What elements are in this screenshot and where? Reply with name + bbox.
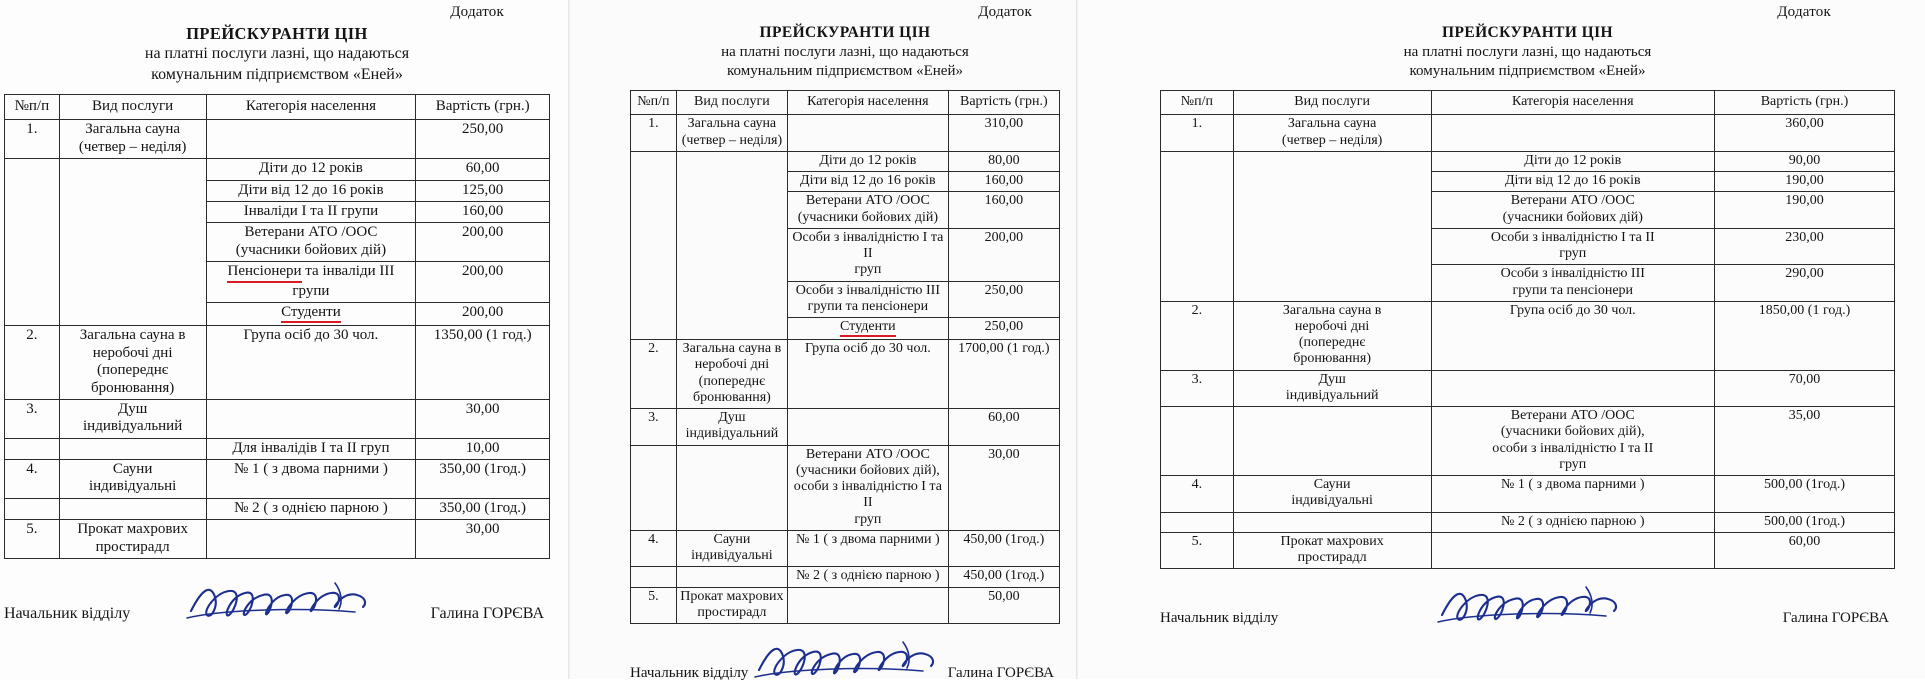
service-cell (59, 180, 206, 201)
table-row (631, 281, 1060, 317)
table-row (1161, 172, 1895, 192)
row-number-cell: 2. (5, 326, 60, 400)
category-cell: Ветерани АТО /ООС (учасники бойових дій), особи з інвалідністю I та II груп (788, 445, 949, 530)
page-title: ПРЕЙСКУРАНТИ ЦІН (759, 24, 931, 41)
service-cell (676, 228, 787, 281)
table-row (5, 399, 550, 438)
service-cell (1233, 172, 1431, 192)
column-header-number: №п/п (631, 91, 677, 115)
row-number-cell (1161, 407, 1234, 476)
row-number-cell (5, 223, 60, 262)
category-cell (1431, 115, 1715, 151)
price-cell: 190,00 (1715, 192, 1895, 228)
category-cell: Діти від 12 до 16 років (788, 172, 949, 192)
price-cell: 10,00 (416, 438, 550, 459)
category-cell (788, 409, 949, 445)
table-row (1161, 512, 1895, 532)
service-cell (676, 445, 787, 530)
row-number-cell (631, 567, 677, 587)
document-title-block (630, 23, 1060, 81)
service-cell (1233, 407, 1431, 476)
price-cell: 125,00 (416, 180, 550, 201)
price-cell: 190,00 (1715, 172, 1895, 192)
service-cell (676, 567, 787, 587)
table-row (631, 172, 1060, 192)
service-cell: Загальна сауна (четвер – неділя) (59, 120, 206, 159)
category-cell: Особи з інвалідністю III групи та пенсіонери (1431, 265, 1715, 301)
row-number-cell (5, 180, 60, 201)
document-title-block (4, 23, 550, 85)
table-row (631, 409, 1060, 445)
price-cell: 60,00 (416, 159, 550, 180)
table-body (5, 120, 550, 559)
row-number-cell (5, 202, 60, 223)
signature-icon (185, 577, 371, 629)
service-cell (59, 302, 206, 325)
price-cell: 30,00 (416, 520, 550, 559)
service-cell (1233, 151, 1431, 171)
service-cell (676, 318, 787, 340)
category-cell: Ветерани АТО /ООС (учасники бойових дій) (1431, 192, 1715, 228)
price-cell: 360,00 (1715, 115, 1895, 151)
table-row (5, 326, 550, 400)
category-cell: Ветерани АТО /ООС (учасники бойових дій) (206, 223, 416, 262)
price-table (4, 94, 550, 559)
row-number-cell: 5. (631, 587, 677, 623)
price-cell: 350,00 (1год.) (416, 460, 550, 499)
row-number-cell (1161, 151, 1234, 171)
row-number-cell (1161, 265, 1234, 301)
row-number-cell (631, 281, 677, 317)
category-cell (1431, 370, 1715, 406)
red-underline-highlight: Пенсіонери (227, 263, 301, 282)
row-number-cell: 2. (1161, 301, 1234, 370)
service-cell (59, 202, 206, 223)
table-row (631, 228, 1060, 281)
price-cell: 200,00 (416, 302, 550, 325)
category-cell: № 2 ( з однією парною ) (1431, 512, 1715, 532)
service-cell: Прокат махрових простирадл (59, 520, 206, 559)
row-number-cell (5, 302, 60, 325)
price-cell: 35,00 (1715, 407, 1895, 476)
column-header-service: Вид послуги (676, 91, 787, 115)
service-cell (1233, 228, 1431, 264)
price-list-page-3 (1076, 0, 1925, 679)
signature-icon (1436, 581, 1622, 633)
row-number-cell (5, 498, 60, 519)
row-number-cell: 3. (1161, 370, 1234, 406)
category-cell: Група осіб до 30 чол. (206, 326, 416, 400)
column-header-service: Вид послуги (59, 95, 206, 120)
table-row (5, 520, 550, 559)
table-row (631, 318, 1060, 340)
service-cell (1233, 192, 1431, 228)
table-row (631, 192, 1060, 228)
row-number-cell (5, 438, 60, 459)
price-table (1160, 90, 1895, 569)
table-row (1161, 476, 1895, 512)
price-cell: 80,00 (948, 151, 1059, 171)
table-body (1161, 115, 1895, 569)
category-cell (206, 399, 416, 438)
row-number-cell: 1. (631, 115, 677, 151)
table-row (5, 498, 550, 519)
category-cell: Особи з інвалідністю I та II груп (1431, 228, 1715, 264)
service-cell (59, 262, 206, 303)
column-header-category: Категорія населення (788, 91, 949, 115)
category-cell: № 2 ( з однією парною ) (788, 567, 949, 587)
service-cell: Прокат махрових простирадл (1233, 532, 1431, 568)
category-cell: Діти від 12 до 16 років (206, 180, 416, 201)
service-cell: Загальна сауна (четвер – неділя) (1233, 115, 1431, 151)
row-number-cell (631, 318, 677, 340)
category-cell: Діти від 12 до 16 років (1431, 172, 1715, 192)
price-list-page-2 (568, 0, 1076, 679)
signature-footer (4, 583, 550, 623)
signature-footer (630, 642, 1060, 682)
table-row (5, 202, 550, 223)
row-number-cell: 2. (631, 340, 677, 409)
table-row (631, 445, 1060, 530)
category-cell (788, 587, 949, 623)
row-number-cell (631, 228, 677, 281)
price-cell: 160,00 (416, 202, 550, 223)
row-number-cell (5, 159, 60, 180)
price-cell: 200,00 (416, 223, 550, 262)
row-number-cell: 4. (1161, 476, 1234, 512)
table-row (631, 340, 1060, 409)
price-cell: 60,00 (1715, 532, 1895, 568)
page-subtitle-line-2: комунальним підприємством «Еней» (726, 63, 963, 80)
page-subtitle-line-1: на платні послуги лазні, що надаються (144, 45, 410, 63)
row-number-cell (1161, 192, 1234, 228)
signature-footer (1160, 587, 1895, 627)
table-row (631, 530, 1060, 566)
service-cell: Загальна сауна в неробочі дні (попереднє бронювання) (676, 340, 787, 409)
service-cell (59, 438, 206, 459)
table-row (1161, 265, 1895, 301)
signature (1436, 587, 1626, 627)
price-cell: 290,00 (1715, 265, 1895, 301)
service-cell: Сауни індивідуальні (676, 530, 787, 566)
table-row (1161, 532, 1895, 568)
column-header-category: Категорія населення (1431, 91, 1715, 115)
price-cell: 1350,00 (1 год.) (416, 326, 550, 400)
signatory-name: Галина ГОРЄВА (1782, 610, 1889, 627)
price-cell: 60,00 (948, 409, 1059, 445)
table-row (1161, 151, 1895, 171)
signatory-position: Начальник відділу (1160, 610, 1279, 627)
price-cell: 450,00 (1год.) (948, 567, 1059, 587)
price-cell: 250,00 (416, 120, 550, 159)
table-row (1161, 370, 1895, 406)
price-list-page-1 (0, 0, 568, 679)
column-header-number: №п/п (1161, 91, 1234, 115)
row-number-cell (1161, 512, 1234, 532)
red-underline-highlight: Студенти (840, 319, 896, 337)
service-cell: Душ індивідуальний (676, 409, 787, 445)
service-cell: Сауни індивідуальні (1233, 476, 1431, 512)
price-cell: 50,00 (948, 587, 1059, 623)
price-cell: 30,00 (948, 445, 1059, 530)
row-number-cell (5, 262, 60, 303)
category-cell (788, 318, 949, 340)
table-row (1161, 301, 1895, 370)
service-cell: Сауни індивідуальні (59, 460, 206, 499)
red-underline-highlight: Студенти (281, 304, 341, 323)
category-cell: Особи з інвалідністю III групи та пенсіонери (788, 281, 949, 317)
table-row (5, 460, 550, 499)
column-header-price: Вартість (грн.) (1715, 91, 1895, 115)
price-cell: 350,00 (1год.) (416, 498, 550, 519)
price-cell: 230,00 (1715, 228, 1895, 264)
row-number-cell (631, 192, 677, 228)
table-row (5, 180, 550, 201)
table-body (631, 115, 1060, 624)
service-cell (676, 172, 787, 192)
price-cell: 450,00 (1год.) (948, 530, 1059, 566)
service-cell: Душ індивідуальний (1233, 370, 1431, 406)
signatory-name: Галина ГОРЄВА (430, 605, 544, 623)
category-cell (788, 115, 949, 151)
service-cell: Душ індивідуальний (59, 399, 206, 438)
category-cell (206, 302, 416, 325)
service-cell (676, 151, 787, 171)
row-number-cell (631, 151, 677, 171)
page-title: ПРЕЙСКУРАНТИ ЦІН (1442, 24, 1613, 41)
signatory-position: Начальник відділу (630, 665, 749, 681)
category-cell: № 2 ( з однією парною ) (206, 498, 416, 519)
category-cell (206, 520, 416, 559)
category-cell: Група осіб до 30 чол. (1431, 301, 1715, 370)
service-cell (676, 192, 787, 228)
price-cell: 310,00 (948, 115, 1059, 151)
category-cell: Інваліди I та II групи (206, 202, 416, 223)
column-header-price: Вартість (грн.) (416, 95, 550, 120)
row-number-cell (631, 445, 677, 530)
price-cell: 250,00 (948, 318, 1059, 340)
category-cell (206, 120, 416, 159)
table-header-row (5, 95, 550, 120)
price-cell: 250,00 (948, 281, 1059, 317)
price-cell: 1700,00 (1 год.) (948, 340, 1059, 409)
category-cell: № 1 ( з двома парними ) (788, 530, 949, 566)
table-row (1161, 228, 1895, 264)
service-cell (1233, 265, 1431, 301)
table-row (1161, 407, 1895, 476)
page-subtitle-line-2: комунальним підприємством «Еней» (151, 65, 403, 83)
signatory-name: Галина ГОРЄВА (947, 665, 1054, 681)
row-number-cell: 1. (5, 120, 60, 159)
category-cell: Пенсіонери та інваліди III групи (206, 262, 416, 303)
service-cell (1233, 512, 1431, 532)
column-header-category: Категорія населення (206, 95, 416, 120)
row-number-cell (631, 172, 677, 192)
row-number-cell: 5. (1161, 532, 1234, 568)
dodatok-label: Додаток (450, 4, 504, 20)
price-table (630, 90, 1060, 624)
table-row (5, 438, 550, 459)
price-cell: 200,00 (416, 262, 550, 303)
table-row (5, 302, 550, 325)
price-cell: 90,00 (1715, 151, 1895, 171)
table-header-row (1161, 91, 1895, 115)
category-cell (1431, 532, 1715, 568)
category-cell: Особи з інвалідністю I та II груп (788, 228, 949, 281)
service-cell (676, 281, 787, 317)
table-row (5, 159, 550, 180)
category-cell: № 1 ( з двома парними ) (206, 460, 416, 499)
row-number-cell: 3. (5, 399, 60, 438)
category-cell: Діти до 12 років (1431, 151, 1715, 171)
table-row (631, 587, 1060, 623)
column-header-service: Вид послуги (1233, 91, 1431, 115)
column-header-number: №п/п (5, 95, 60, 120)
service-cell: Прокат махрових простирадл (676, 587, 787, 623)
document-title-block (1160, 23, 1895, 81)
row-number-cell (1161, 228, 1234, 264)
row-number-cell: 1. (1161, 115, 1234, 151)
category-cell: Група осіб до 30 чол. (788, 340, 949, 409)
category-cell: Діти до 12 років (206, 159, 416, 180)
category-cell: Ветерани АТО /ООС (учасники бойових дій) (788, 192, 949, 228)
price-cell: 160,00 (948, 192, 1059, 228)
price-cell: 1850,00 (1 год.) (1715, 301, 1895, 370)
page-subtitle-line-1: на платні послуги лазні, що надаються (721, 43, 969, 60)
price-cell: 160,00 (948, 172, 1059, 192)
table-row (1161, 115, 1895, 151)
signature (185, 583, 375, 623)
table-row (5, 223, 550, 262)
service-cell (59, 223, 206, 262)
page-subtitle-line-2: комунальним підприємством «Еней» (1409, 63, 1646, 80)
category-cell: Ветерани АТО /ООС (учасники бойових дій), особи з інвалідністю I та II груп (1431, 407, 1715, 476)
table-row (631, 151, 1060, 171)
category-cell: № 1 ( з двома парними ) (1431, 476, 1715, 512)
service-cell: Загальна сауна в неробочі дні (попереднє бронювання) (1233, 301, 1431, 370)
service-cell (59, 498, 206, 519)
row-number-cell: 3. (631, 409, 677, 445)
dodatok-label: Додаток (1777, 4, 1831, 20)
price-cell: 500,00 (1год.) (1715, 476, 1895, 512)
row-number-cell: 4. (631, 530, 677, 566)
dodatok-label: Додаток (978, 4, 1032, 20)
price-cell: 200,00 (948, 228, 1059, 281)
signature (753, 642, 943, 682)
table-row (631, 115, 1060, 151)
table-row (5, 120, 550, 159)
price-cell: 30,00 (416, 399, 550, 438)
signatory-position: Начальник відділу (4, 605, 131, 623)
page-title: ПРЕЙСКУРАНТИ ЦІН (186, 24, 368, 43)
service-cell (59, 159, 206, 180)
table-header-row (631, 91, 1060, 115)
price-cell: 500,00 (1год.) (1715, 512, 1895, 532)
service-cell: Загальна сауна (четвер – неділя) (676, 115, 787, 151)
row-number-cell (1161, 172, 1234, 192)
column-header-price: Вартість (грн.) (948, 91, 1059, 115)
table-row (5, 262, 550, 303)
table-row (631, 567, 1060, 587)
row-number-cell: 5. (5, 520, 60, 559)
category-cell: Для інвалідів I та II груп (206, 438, 416, 459)
page-subtitle-line-1: на платні послуги лазні, що надаються (1403, 43, 1652, 60)
table-row (1161, 192, 1895, 228)
category-cell: Діти до 12 років (788, 151, 949, 171)
price-cell: 70,00 (1715, 370, 1895, 406)
service-cell: Загальна сауна в неробочі дні (попереднє бронювання) (59, 326, 206, 400)
row-number-cell: 4. (5, 460, 60, 499)
signature-icon (753, 636, 939, 688)
